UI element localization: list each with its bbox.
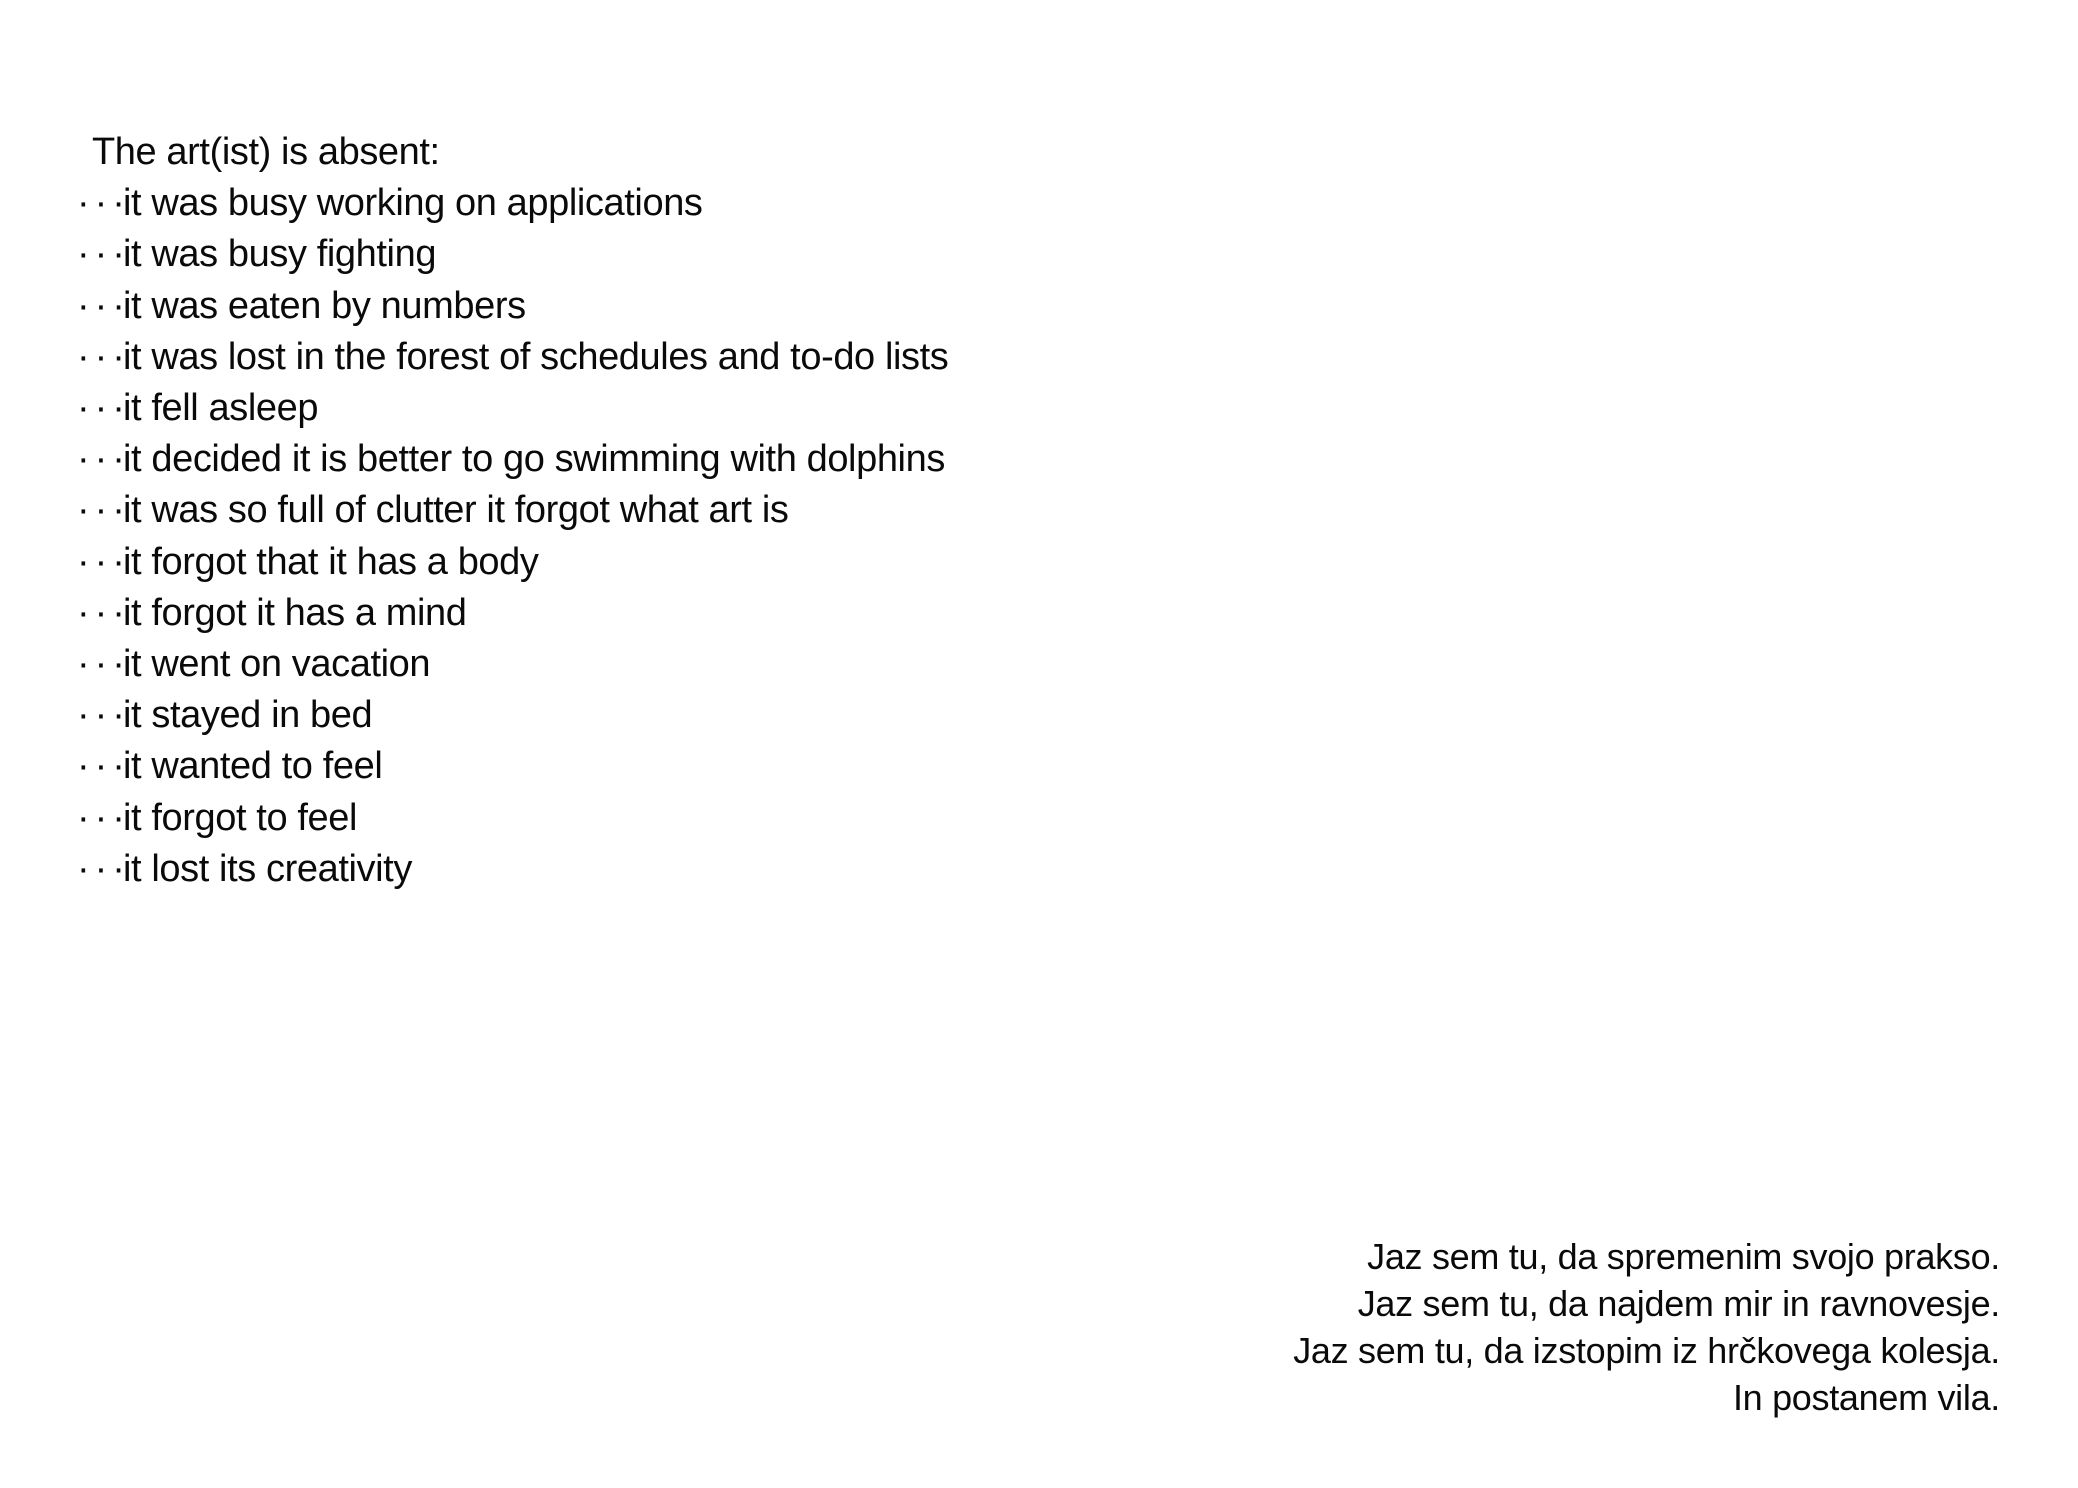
poem-line — [77, 537, 948, 588]
affirmation-line: In postanem vila. — [1732, 1377, 2000, 1418]
ellipsis-bullet: ··· — [77, 591, 130, 634]
ellipsis-bullet: ··· — [77, 796, 130, 839]
poem-line — [77, 281, 948, 332]
affirmation-line: Jaz sem tu, da izstopim iz hrčkovega kolesja. — [1293, 1330, 2000, 1371]
poem-line — [77, 434, 948, 485]
poem-line-text: it forgot it has a mind — [123, 591, 467, 634]
poem-line — [77, 332, 948, 383]
poem-line — [77, 485, 948, 536]
ellipsis-bullet: ··· — [77, 233, 130, 276]
ellipsis-bullet: ··· — [77, 643, 130, 686]
poem-title: The art(ist) is absent: — [92, 131, 440, 173]
affirmation-block — [1293, 1233, 2000, 1421]
poem-line-text: it was eaten by numbers — [123, 284, 526, 327]
poem-line-text: it went on vacation — [123, 643, 431, 686]
poem-line — [77, 639, 948, 690]
poem-line — [77, 383, 948, 434]
affirmation-line: Jaz sem tu, da najdem mir in ravnovesje. — [1357, 1283, 2000, 1324]
poem-line-text: it wanted to feel — [123, 745, 383, 788]
ellipsis-bullet: ··· — [77, 335, 130, 378]
poem-line — [77, 793, 948, 844]
ellipsis-bullet: ··· — [77, 540, 130, 583]
poem-line — [77, 741, 948, 792]
poem-line — [77, 178, 948, 229]
ellipsis-bullet: ··· — [77, 745, 130, 788]
poem-line-text: it fell asleep — [123, 387, 319, 430]
poem-line-text: it was so full of clutter it forgot what art is — [123, 489, 789, 532]
ellipsis-bullet: ··· — [77, 694, 130, 737]
ellipsis-bullet: ··· — [77, 182, 130, 225]
ellipsis-bullet: ··· — [77, 284, 130, 327]
poem-line-text: it forgot to feel — [123, 796, 358, 839]
poem-block — [77, 127, 948, 895]
affirmation-line: Jaz sem tu, da spremenim svojo prakso. — [1367, 1236, 2000, 1277]
ellipsis-bullet: ··· — [77, 847, 130, 890]
poem-line-text: it was lost in the forest of schedules and to-do lists — [123, 335, 949, 378]
poem-line-text: it lost its creativity — [123, 847, 412, 890]
ellipsis-bullet: ··· — [77, 489, 130, 532]
poem-line-text: it forgot that it has a body — [123, 540, 539, 583]
poem-line-text: it stayed in bed — [123, 694, 373, 737]
poem-line-text: it decided it is better to go swimming with dolphins — [123, 438, 945, 481]
ellipsis-bullet: ··· — [77, 387, 130, 430]
poem-line — [77, 588, 948, 639]
poem-line-text: it was busy fighting — [123, 233, 437, 276]
poem-line — [77, 844, 948, 895]
poem-line-text: it was busy working on applications — [123, 182, 703, 225]
poem-line — [77, 690, 948, 741]
ellipsis-bullet: ··· — [77, 438, 130, 481]
poem-line — [77, 229, 948, 280]
